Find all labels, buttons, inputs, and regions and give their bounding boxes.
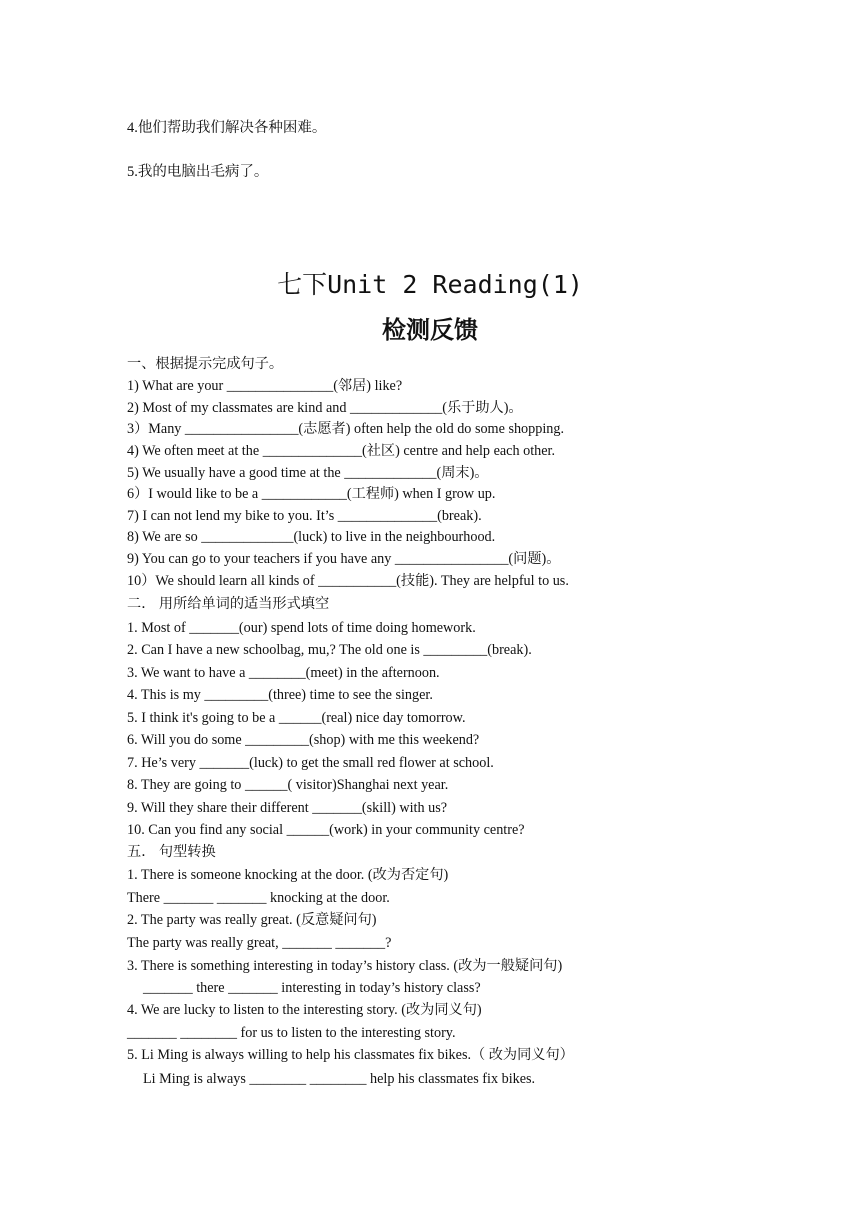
section2-item: 10. Can you find any social ______(work) in your community centre?: [127, 822, 525, 838]
section5-question: 5. Li Ming is always willing to help his classmates fix bikes.（ 改为同义句）: [127, 1047, 574, 1063]
section2-item: 9. Will they share their different _______(skill) with us?: [127, 800, 448, 816]
section5-answer: _______ ________ for us to listen to the interesting story.: [127, 1025, 456, 1041]
section1-item: 6）I would like to be a ____________(工程师) when I grow up.: [127, 486, 496, 502]
section2-item: 1. Most of _______(our) spend lots of time doing homework.: [127, 620, 476, 636]
section1-item: 3）Many ________________(志愿者) often help the old do some shopping.: [127, 421, 565, 437]
section2-item: 6. Will you do some _________(shop) with me this weekend?: [127, 732, 480, 748]
section5-answer: _______ there _______ interesting in today’s history class?: [143, 980, 481, 996]
page-subtitle: 检测反馈: [382, 316, 478, 344]
section1-item: 2) Most of my classmates are kind and _____________(乐于助人)。: [127, 400, 523, 416]
top-item-5: 5.我的电脑出毛病了。: [127, 164, 269, 180]
section1-item: 9) You can go to your teachers if you have any ________________(问题)。: [127, 551, 561, 567]
section1-item: 8) We are so _____________(luck) to live in the neighbourhood.: [127, 529, 496, 545]
section5-heading: 五． 句型转换: [127, 844, 216, 860]
section5-question: 1. There is someone knocking at the door. (改为否定句): [127, 867, 449, 883]
section2-item: 2. Can I have a new schoolbag, mu,? The old one is _________(break).: [127, 642, 532, 658]
section5-question: 4. We are lucky to listen to the interesting story. (改为同义句): [127, 1002, 482, 1018]
section1-item: 7) I can not lend my bike to you. It’s ______________(break).: [127, 508, 482, 524]
section2-item: 8. They are going to ______( visitor)Shanghai next year.: [127, 777, 449, 793]
section1-item: 10）We should learn all kinds of ___________(技能). They are helpful to us.: [127, 573, 569, 589]
section5-answer: There _______ _______ knocking at the door.: [127, 890, 390, 906]
top-item-4: 4.他们帮助我们解决各种困难。: [127, 120, 327, 136]
section2-item: 4. This is my _________(three) time to see the singer.: [127, 687, 433, 703]
section2-item: 5. I think it's going to be a ______(real) nice day tomorrow.: [127, 710, 466, 726]
section1-item: 5) We usually have a good time at the _____________(周末)。: [127, 465, 489, 481]
section5-answer: Li Ming is always ________ ________ help his classmates fix bikes.: [143, 1071, 536, 1087]
section2-item: 7. He’s very _______(luck) to get the small red flower at school.: [127, 755, 494, 771]
section5-answer: The party was really great, _______ _______?: [127, 935, 392, 951]
section5-question: 3. There is something interesting in today’s history class. (改为一般疑问句): [127, 958, 563, 974]
section1-item: 4) We often meet at the ______________(社区) centre and help each other.: [127, 443, 556, 459]
section1-item: 1) What are your _______________(邻居) like?: [127, 378, 403, 394]
section5-question: 2. The party was really great. (反意疑问句): [127, 912, 377, 928]
section2-item: 3. We want to have a ________(meet) in the afternoon.: [127, 665, 440, 681]
page-title: 七下Unit 2 Reading(1): [277, 270, 583, 299]
section2-heading: 二． 用所给单词的适当形式填空: [127, 596, 330, 612]
section1-heading: 一、根据提示完成句子。: [127, 356, 284, 372]
